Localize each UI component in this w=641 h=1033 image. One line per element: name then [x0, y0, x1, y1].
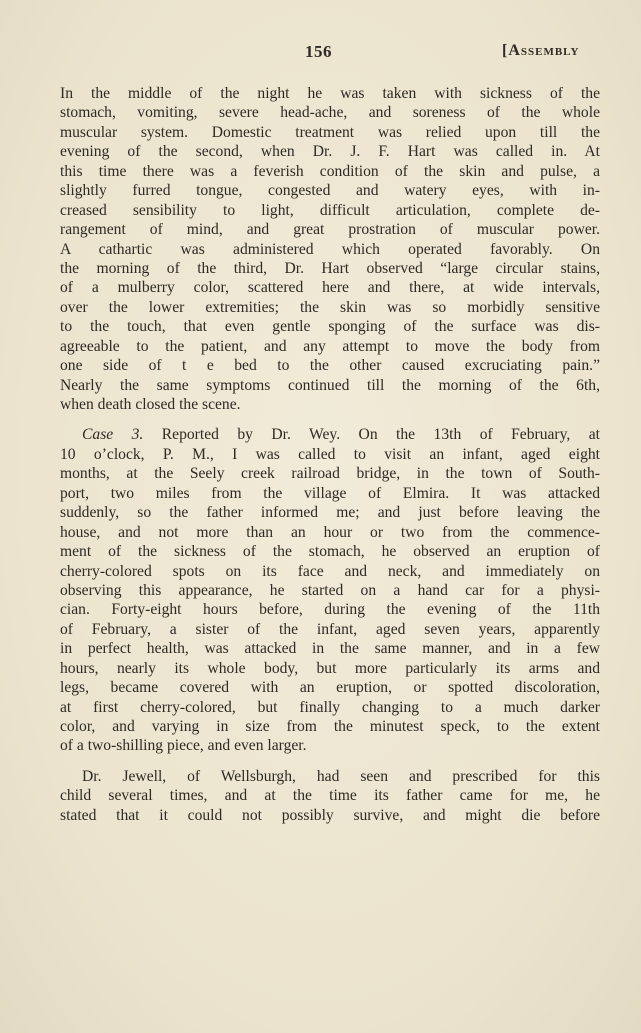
body-text — [60, 84, 600, 825]
text-line: cian. Forty-eight hours before, during the evening of the 11th — [60, 601, 600, 619]
text-line: when death closed the scene. — [60, 396, 241, 413]
text-line: Nearly the same symptoms continued till the morning of the 6th, — [60, 376, 600, 394]
paragraph-case-3 — [60, 425, 600, 755]
text-line: 10 o’clock, P. M., I was called to visit an infant, aged eight — [60, 445, 600, 463]
text-line: agreeable to the patient, and any attempt to move the body from — [60, 337, 600, 355]
text-line: color, and varying in size from the minutest speck, to the extent — [60, 718, 600, 735]
running-head: [Assembly — [502, 42, 580, 59]
text-line: Dr. Jewell, of Wellsburgh, had seen and prescribed for this — [82, 767, 600, 785]
text-line: suddenly, so the father informed me; and just before leaving the — [60, 504, 600, 522]
text-line: stomach, vomiting, severe head-ache, and soreness of the whole — [60, 104, 600, 122]
text-line: creased sensibility to light, difficult articulation, complete de- — [60, 201, 600, 219]
text-line: rangement of mind, and great prostration of muscular power. — [60, 221, 600, 239]
text-line: house, and not more than an hour or two from the commence- — [60, 523, 600, 541]
text-line: slightly furred tongue, congested and watery eyes, with in- — [60, 182, 600, 200]
text-line: of a mulberry color, scattered here and there, at wide intervals, — [60, 279, 600, 297]
text-line: over the lower extremities; the skin was so morbidly sensitive — [60, 298, 600, 316]
case-first-line: Reported by Dr. Wey. On the 13th of February, at — [143, 426, 600, 444]
text-line: stated that it could not possibly survive, and might die before — [60, 806, 600, 824]
text-line: observing this appearance, he started on a hand car for a physi- — [60, 581, 600, 599]
text-line: A cathartic was administered which operated favorably. On — [60, 240, 600, 258]
text-line: to the touch, that even gentle sponging of the surface was dis- — [60, 318, 600, 336]
text-line: of a two-shilling piece, and even larger. — [60, 737, 307, 755]
paragraph-3 — [60, 767, 600, 825]
text-line: the morning of the third, Dr. Hart observed “large circular stains, — [60, 259, 600, 277]
case-label: Case 3. — [82, 426, 144, 444]
text-line: in perfect health, was attacked in the same manner, and in a few — [60, 640, 600, 658]
text-line — [60, 425, 600, 444]
text-line: cherry-colored spots on its face and neck, and immediately on — [60, 562, 600, 580]
paragraph-1 — [60, 84, 600, 414]
text-line: evening of the second, when Dr. J. F. Hart was called in. At — [60, 143, 600, 161]
page-header — [0, 42, 641, 66]
text-line: legs, became covered with an eruption, or spotted discoloration, — [60, 679, 600, 697]
text-line: this time there was a feverish condition of the skin and pulse, a — [60, 162, 600, 180]
text-line: ment of the sickness of the stomach, he observed an eruption of — [60, 543, 600, 561]
text-line: hours, nearly its whole body, but more particularly its arms and — [60, 659, 600, 677]
text-line: port, two miles from the village of Elmira. It was attacked — [60, 484, 600, 502]
text-line: child several times, and at the time its father came for me, he — [60, 787, 600, 805]
text-line: months, at the Seely creek railroad bridge, in the town of South- — [60, 465, 600, 483]
text-line: muscular system. Domestic treatment was relied upon till the — [60, 123, 600, 141]
text-line: In the middle of the night he was taken with sickness of the — [60, 85, 600, 102]
page-number: 156 — [305, 42, 332, 61]
text-line: one side of t e bed to the other caused excruciating pain.” — [60, 357, 600, 375]
text-line: of February, a sister of the infant, aged seven years, apparently — [60, 620, 600, 638]
text-line: at first cherry-colored, but finally changing to a much darker — [60, 698, 600, 716]
